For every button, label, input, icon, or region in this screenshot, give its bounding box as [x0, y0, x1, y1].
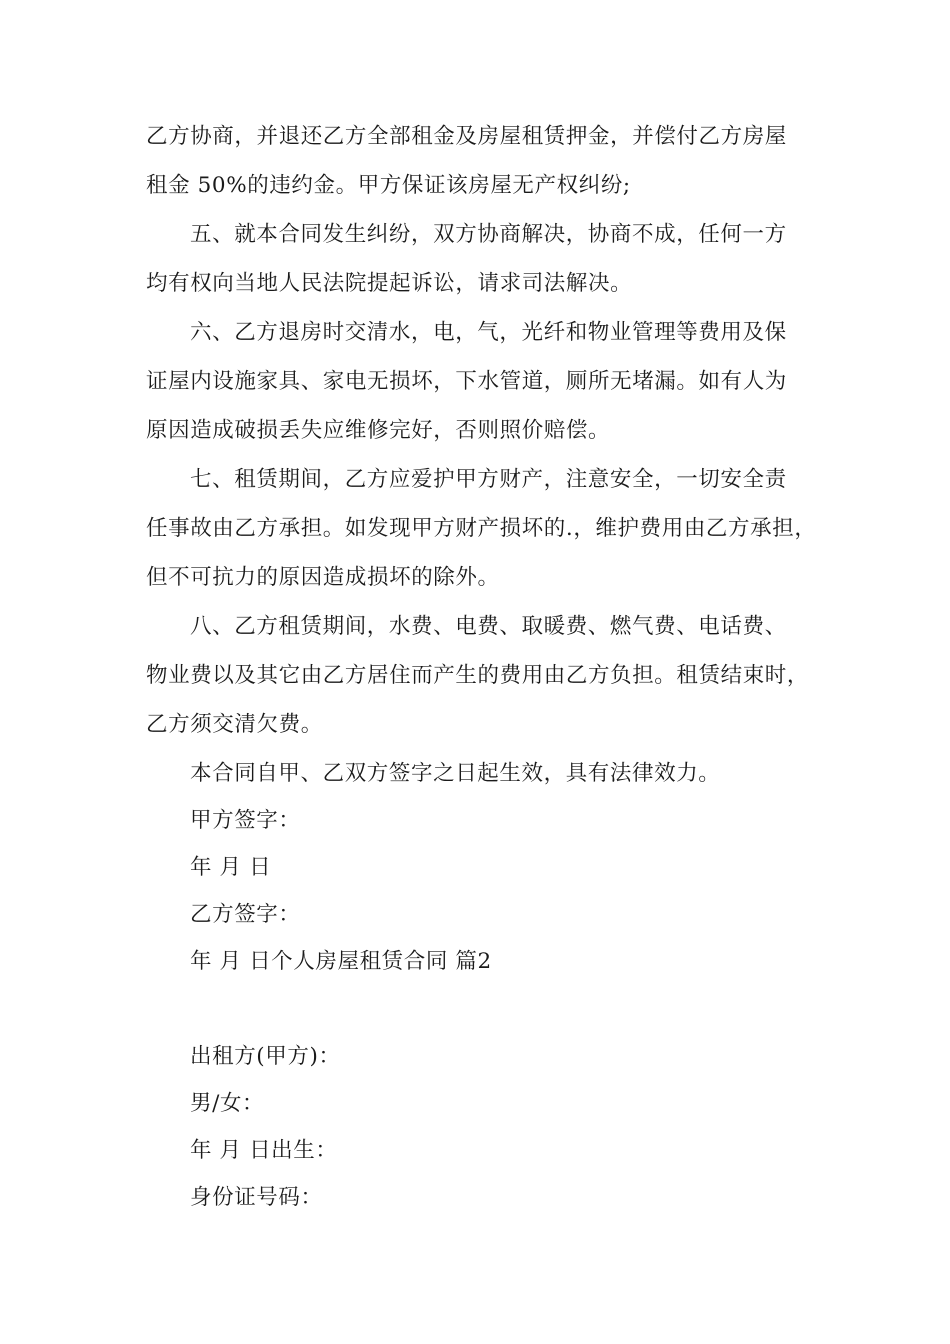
text-line: 物业费以及其它由乙方居住而产生的费用由乙方负担。租赁结束时，	[146, 663, 810, 688]
text-line: 原因造成破损丢失应维修完好，否则照价赔偿。	[146, 418, 611, 443]
effective-clause: 本合同自甲、乙双方签字之日起生效，具有法律效力。	[190, 761, 721, 786]
party-a-date-label: 年 月 日	[190, 855, 272, 880]
text-line: 证屋内设施家具、家电无损坏，下水管道，厕所无堵漏。如有人为	[146, 369, 787, 394]
id-number-label: 身份证号码：	[190, 1185, 323, 1210]
party-b-date-and-section-title: 年 月 日个人房屋租赁合同 篇2	[190, 949, 492, 974]
clause-seven: 七、租赁期间，乙方应爱护甲方财产，注意安全，一切安全责	[190, 467, 787, 492]
text-line: 均有权向当地人民法院提起诉讼，请求司法解决。	[146, 271, 633, 296]
gender-label: 男/女：	[190, 1091, 265, 1116]
clause-eight: 八、乙方租赁期间，水费、电费、取暖费、燃气费、电话费、	[190, 614, 787, 639]
text-line: 任事故由乙方承担。如发现甲方财产损坏的.，维护费用由乙方承担，	[146, 516, 817, 541]
text-line: 乙方须交清欠费。	[146, 712, 323, 737]
text-line: 但不可抗力的原因造成损坏的除外。	[146, 565, 500, 590]
party-b-signature-label: 乙方签字：	[190, 902, 301, 927]
party-a-signature-label: 甲方签字：	[190, 808, 301, 833]
clause-six: 六、乙方退房时交清水，电，气，光纤和物业管理等费用及保	[190, 320, 787, 345]
text-line: 乙方协商，并退还乙方全部租金及房屋租赁押金，并偿付乙方房屋	[146, 124, 787, 149]
birth-date-label: 年 月 日出生：	[190, 1138, 338, 1163]
lessor-label: 出租方(甲方)：	[190, 1044, 341, 1069]
text-line: 租金 50%的违约金。甲方保证该房屋无产权纠纷;	[146, 173, 631, 198]
clause-five: 五、就本合同发生纠纷，双方协商解决，协商不成，任何一方	[190, 222, 787, 247]
